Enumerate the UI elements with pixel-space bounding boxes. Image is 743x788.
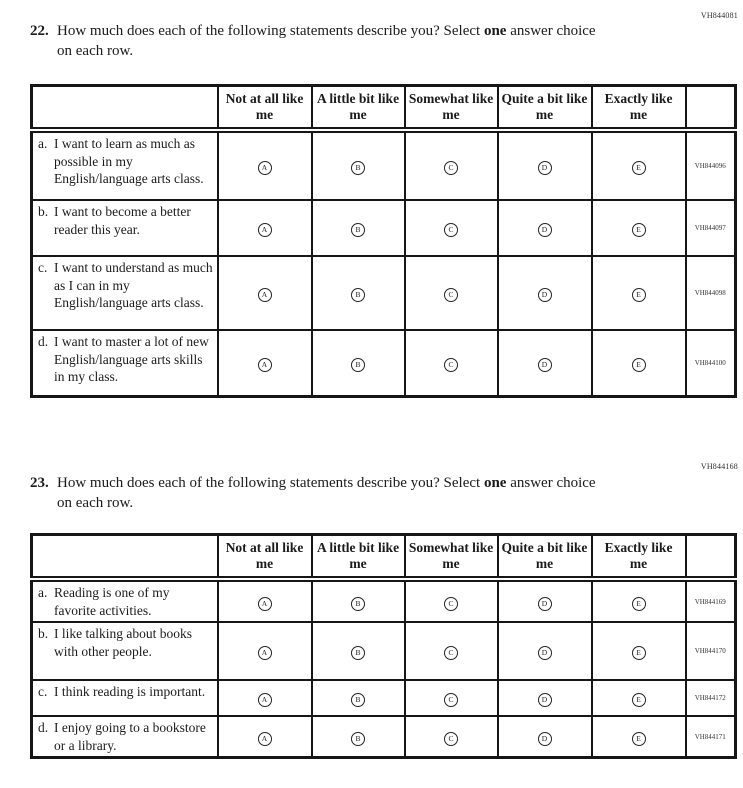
column-header-somewhat: Somewhat like me [405,86,498,131]
option-cell [592,579,686,622]
option-cell [218,680,312,716]
option-cell [218,130,312,200]
header-row [32,535,736,580]
statement-text: I want to become a better reader this year. [54,204,191,237]
code-column-header [686,535,736,580]
option-bubble-a[interactable]: A [258,732,272,746]
option-bubble-d[interactable]: D [538,161,552,175]
option-bubble-a[interactable]: A [258,358,272,372]
row-letter: c. [38,684,48,700]
option-bubble-c[interactable]: C [444,223,458,237]
table-row [32,200,736,256]
row-letter: b. [38,626,49,642]
option-cell [405,130,498,200]
option-bubble-b[interactable]: B [351,358,365,372]
table-row [32,716,736,758]
option-cell [218,256,312,330]
option-cell [498,716,592,758]
row-letter: b. [38,204,49,219]
column-header-not-at-all: Not at all like me [218,535,312,580]
option-bubble-b[interactable]: B [351,161,365,175]
row-code: VH844100 [686,330,736,396]
option-cell [405,200,498,256]
option-bubble-a[interactable]: A [258,288,272,302]
table-row [32,680,736,716]
option-bubble-c[interactable]: C [444,597,458,611]
option-cell [312,579,405,622]
option-cell [312,680,405,716]
option-bubble-b[interactable]: B [351,597,365,611]
option-cell [498,256,592,330]
option-bubble-e[interactable]: E [632,358,646,372]
row-code: VH844170 [686,622,736,680]
option-cell [592,256,686,330]
option-cell [312,330,405,396]
option-bubble-c[interactable]: C [444,732,458,746]
option-cell [405,680,498,716]
option-bubble-d[interactable]: D [538,732,552,746]
option-cell [405,579,498,622]
statement-text: I think reading is important. [54,684,206,700]
option-bubble-d[interactable]: D [538,223,552,237]
option-bubble-c[interactable]: C [444,288,458,302]
question-22-table [30,84,737,398]
option-bubble-d[interactable]: D [538,646,552,660]
option-cell [592,716,686,758]
option-cell [405,622,498,680]
statement-cell [32,256,218,330]
question-prompt-text [57,21,610,62]
option-cell [218,716,312,758]
option-bubble-c[interactable]: C [444,358,458,372]
option-bubble-b[interactable]: B [351,732,365,746]
prompt-segment: answer choice on each row. [57,475,596,512]
statement-text: Reading is one of my favorite activities. [54,585,170,618]
column-header-not-at-all: Not at all like me [218,86,312,131]
statement-cell [32,716,218,758]
statement-cell [32,200,218,256]
table-row [32,622,736,680]
option-cell [498,330,592,396]
statement-cell [32,330,218,396]
prompt-segment: How much does each of the following statements describe you? Select [57,23,484,39]
column-header-quite-a-bit: Quite a bit like me [498,535,592,580]
column-header-a-little-bit: A little bit like me [312,535,405,580]
option-bubble-b[interactable]: B [351,693,365,707]
stub-header-cell [32,86,218,131]
option-bubble-c[interactable]: C [444,693,458,707]
stub-header-cell [32,535,218,580]
option-cell [498,622,592,680]
option-bubble-b[interactable]: B [351,288,365,302]
question-23-table [30,533,737,759]
option-cell [592,130,686,200]
option-cell [592,622,686,680]
question-ref-code: VH844168 [700,462,738,471]
row-code: VH844097 [686,200,736,256]
column-header-quite-a-bit: Quite a bit like me [498,86,592,131]
option-bubble-b[interactable]: B [351,223,365,237]
row-letter: c. [38,260,48,275]
option-bubble-d[interactable]: D [538,358,552,372]
statement-text: I want to master a lot of new English/language arts skills in my class. [54,334,209,385]
question-22-prompt [30,21,610,62]
option-bubble-e[interactable]: E [632,223,646,237]
column-header-exactly-like: Exactly like me [592,86,686,131]
option-cell [218,579,312,622]
column-header-a-little-bit: A little bit like me [312,86,405,131]
option-cell [405,330,498,396]
option-cell [592,330,686,396]
row-letter: d. [38,720,49,736]
column-header-exactly-like: Exactly like me [592,535,686,580]
option-cell [218,330,312,396]
option-bubble-c[interactable]: C [444,646,458,660]
row-letter: d. [38,334,49,349]
statement-cell [32,622,218,680]
option-cell [405,716,498,758]
table-row [32,579,736,622]
prompt-bold-word: one [483,475,507,491]
table-row [32,256,736,330]
question-number: 22. [30,23,49,39]
header-row [32,86,736,131]
option-cell [312,716,405,758]
option-bubble-e[interactable]: E [632,597,646,611]
option-bubble-e[interactable]: E [632,288,646,302]
option-bubble-c[interactable]: C [444,161,458,175]
option-cell [405,256,498,330]
statement-text: I enjoy going to a bookstore or a library. [54,720,206,753]
option-bubble-d[interactable]: D [538,597,552,611]
row-code: VH844171 [686,716,736,758]
option-cell [218,200,312,256]
option-bubble-e[interactable]: E [632,646,646,660]
prompt-segment: answer choice on each row. [57,23,596,60]
statement-cell [32,130,218,200]
prompt-bold-word: one [483,23,507,39]
column-header-somewhat: Somewhat like me [405,535,498,580]
option-cell [218,622,312,680]
question-number: 23. [30,475,49,491]
option-cell [592,200,686,256]
option-cell [312,622,405,680]
question-ref-code: VH844081 [700,11,738,20]
option-bubble-a[interactable]: A [258,646,272,660]
table-row [32,130,736,200]
prompt-segment: How much does each of the following statements describe you? Select [57,475,484,491]
option-cell [498,200,592,256]
question-prompt-text [57,473,610,514]
option-cell [498,680,592,716]
option-bubble-a[interactable]: A [258,223,272,237]
option-bubble-a[interactable]: A [258,597,272,611]
statement-text: I like talking about books with other people. [54,626,192,659]
option-bubble-a[interactable]: A [258,161,272,175]
option-bubble-e[interactable]: E [632,161,646,175]
statement-cell [32,579,218,622]
option-cell [592,680,686,716]
option-bubble-d[interactable]: D [538,693,552,707]
statement-text: I want to learn as much as possible in my English/language arts class. [54,136,204,187]
row-code: VH844096 [686,130,736,200]
row-letter: a. [38,136,48,151]
table-row [32,330,736,396]
option-cell [498,130,592,200]
option-cell [312,130,405,200]
option-bubble-e[interactable]: E [632,693,646,707]
option-bubble-d[interactable]: D [538,288,552,302]
option-cell [312,256,405,330]
question-23-prompt [30,473,610,514]
row-code: VH844098 [686,256,736,330]
option-cell [312,200,405,256]
row-code: VH844172 [686,680,736,716]
option-bubble-e[interactable]: E [632,732,646,746]
row-letter: a. [38,585,48,600]
option-bubble-a[interactable]: A [258,693,272,707]
row-code: VH844169 [686,579,736,622]
statement-cell [32,680,218,716]
statement-text: I want to understand as much as I can in my English/language arts class. [54,260,213,311]
code-column-header [686,86,736,131]
option-cell [498,579,592,622]
option-bubble-b[interactable]: B [351,646,365,660]
